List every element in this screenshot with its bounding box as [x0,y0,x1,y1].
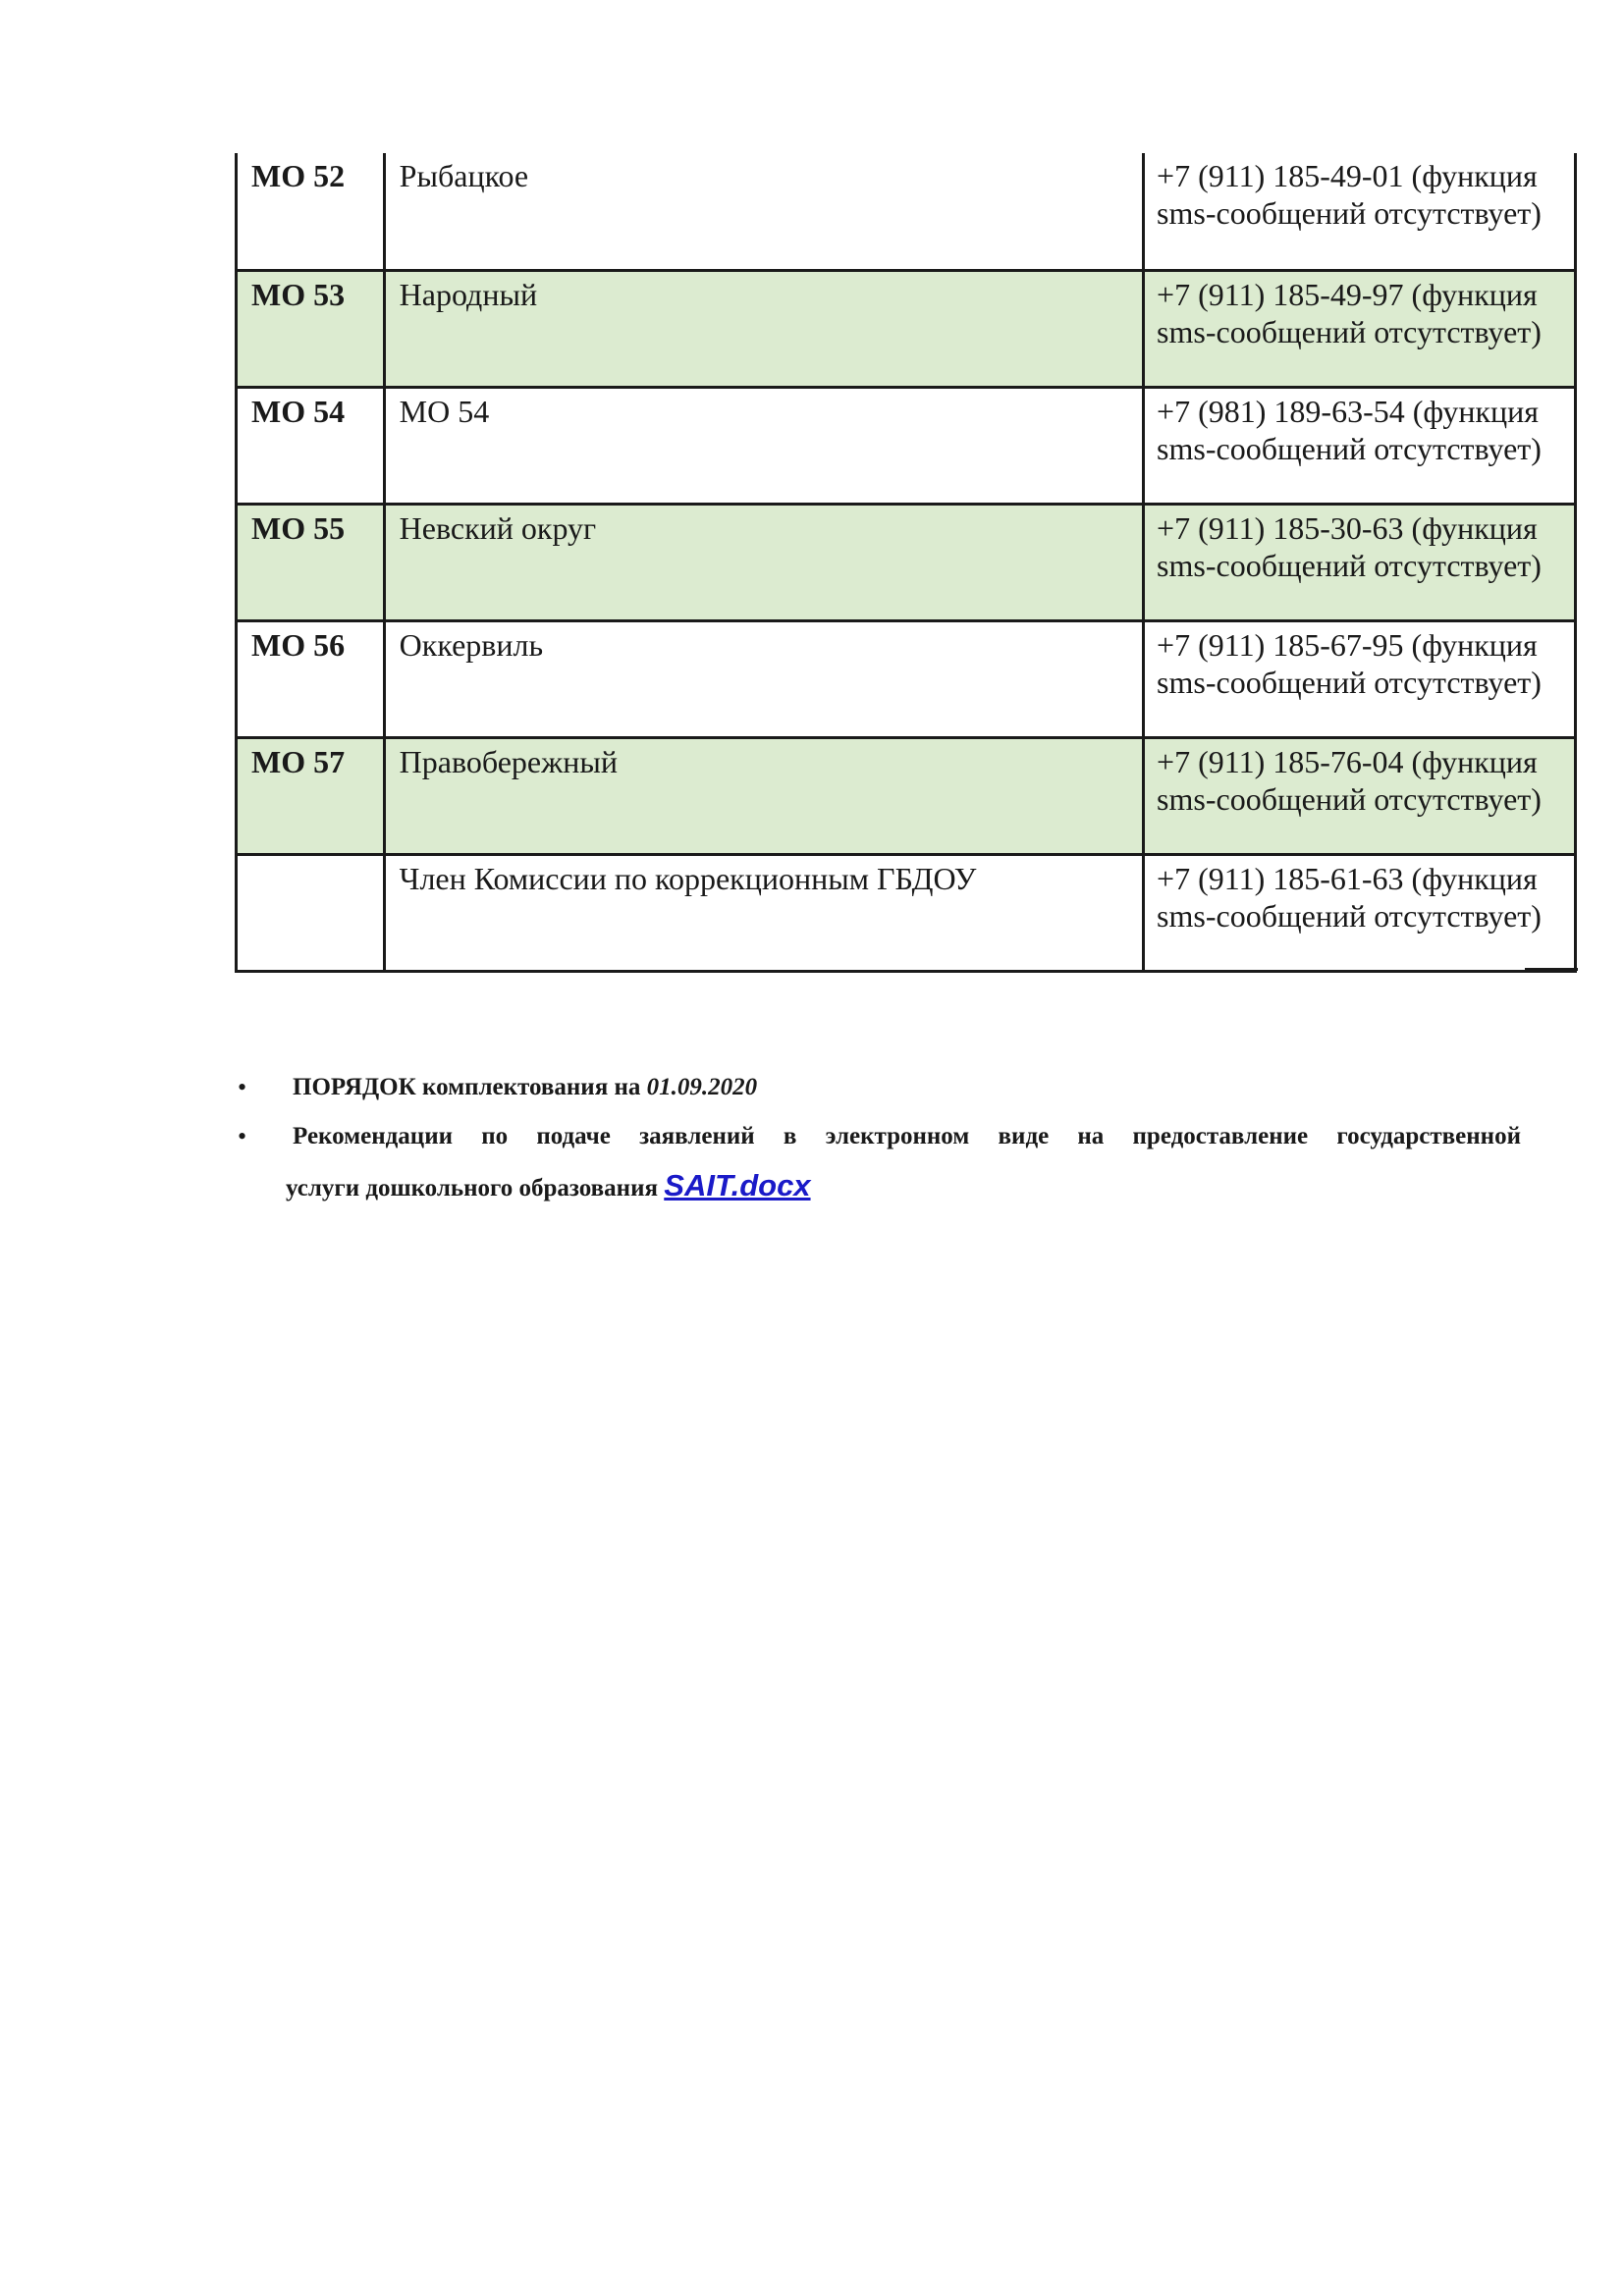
table-row [237,387,1576,504]
district-code-cell [237,153,385,270]
district-name: Член Комиссии по коррекционным ГБДОУ [399,860,977,896]
list-item [235,1063,1521,1112]
phone-number: +7 (911) 185-49-97 (функция sms-сообщений отсутствует) [1157,276,1542,349]
phone-number: +7 (911) 185-61-63 (функция sms-сообщений отсутствует) [1157,860,1542,934]
district-code-cell [237,854,385,971]
recommendation-text-line2: услуги дошкольного образования [286,1175,659,1201]
district-code: МО 55 [251,509,346,546]
recommendation-text-line1: Рекомендации по подаче заявлений в электронном виде на предоставление государственной [293,1123,1521,1149]
district-code-cell [237,737,385,854]
district-code: МО 53 [251,276,346,312]
order-date: 01.09.2020 [646,1074,758,1100]
phone-cell [1144,270,1576,387]
district-name: МО 54 [399,393,490,429]
phone-cell [1144,153,1576,270]
phone-number: +7 (911) 185-67-95 (функция sms-сообщений отсутствует) [1157,626,1542,700]
phone-cell [1144,737,1576,854]
district-name: Рыбацкое [399,158,529,193]
phone-cell [1144,854,1576,971]
bullet-icon: • [238,1073,247,1101]
table-row [237,270,1576,387]
district-code-cell [237,620,385,737]
district-name: Невский округ [399,509,597,546]
district-code-cell [237,387,385,504]
district-name-cell [384,153,1143,270]
district-code: МО 52 [251,158,346,193]
table-row [237,153,1576,270]
district-name: Народный [399,276,538,312]
table-row [237,620,1576,737]
recommendation-line2 [286,1161,1521,1213]
bullet-icon: • [238,1122,247,1150]
district-code: МО 56 [251,626,346,663]
table-row [237,737,1576,854]
district-name-cell [384,387,1143,504]
order-text: ПОРЯДОК комплектования на [293,1074,641,1100]
district-name: Оккервиль [399,626,544,663]
district-code-cell [237,270,385,387]
phone-cell [1144,387,1576,504]
district-code-cell [237,504,385,620]
district-name: Правобережный [399,743,618,779]
table-row [237,504,1576,620]
district-code [238,856,383,860]
district-code: МО 54 [251,393,346,429]
district-name-cell [384,504,1143,620]
phone-number: +7 (911) 185-76-04 (функция sms-сообщений отсутствует) [1157,743,1542,817]
district-name-cell [384,737,1143,854]
list-item [235,1112,1521,1213]
district-name-cell [384,854,1143,971]
table-row [237,854,1576,971]
phone-cell [1144,620,1576,737]
phone-number: +7 (911) 185-49-01 (функция sms-сообщений отсутствует) [1157,158,1542,231]
phone-cell [1144,504,1576,620]
district-name-cell [384,620,1143,737]
links-list [235,1063,1521,1213]
sait-docx-link[interactable]: SAIT.docx [664,1168,811,1202]
phone-number: +7 (981) 189-63-54 (функция sms-сообщений отсутствует) [1157,393,1542,466]
table-border-tail [1525,968,1578,971]
contacts-table [235,153,1577,973]
district-code: МО 57 [251,743,346,779]
district-name-cell [384,270,1143,387]
phone-number: +7 (911) 185-30-63 (функция sms-сообщений отсутствует) [1157,509,1542,583]
